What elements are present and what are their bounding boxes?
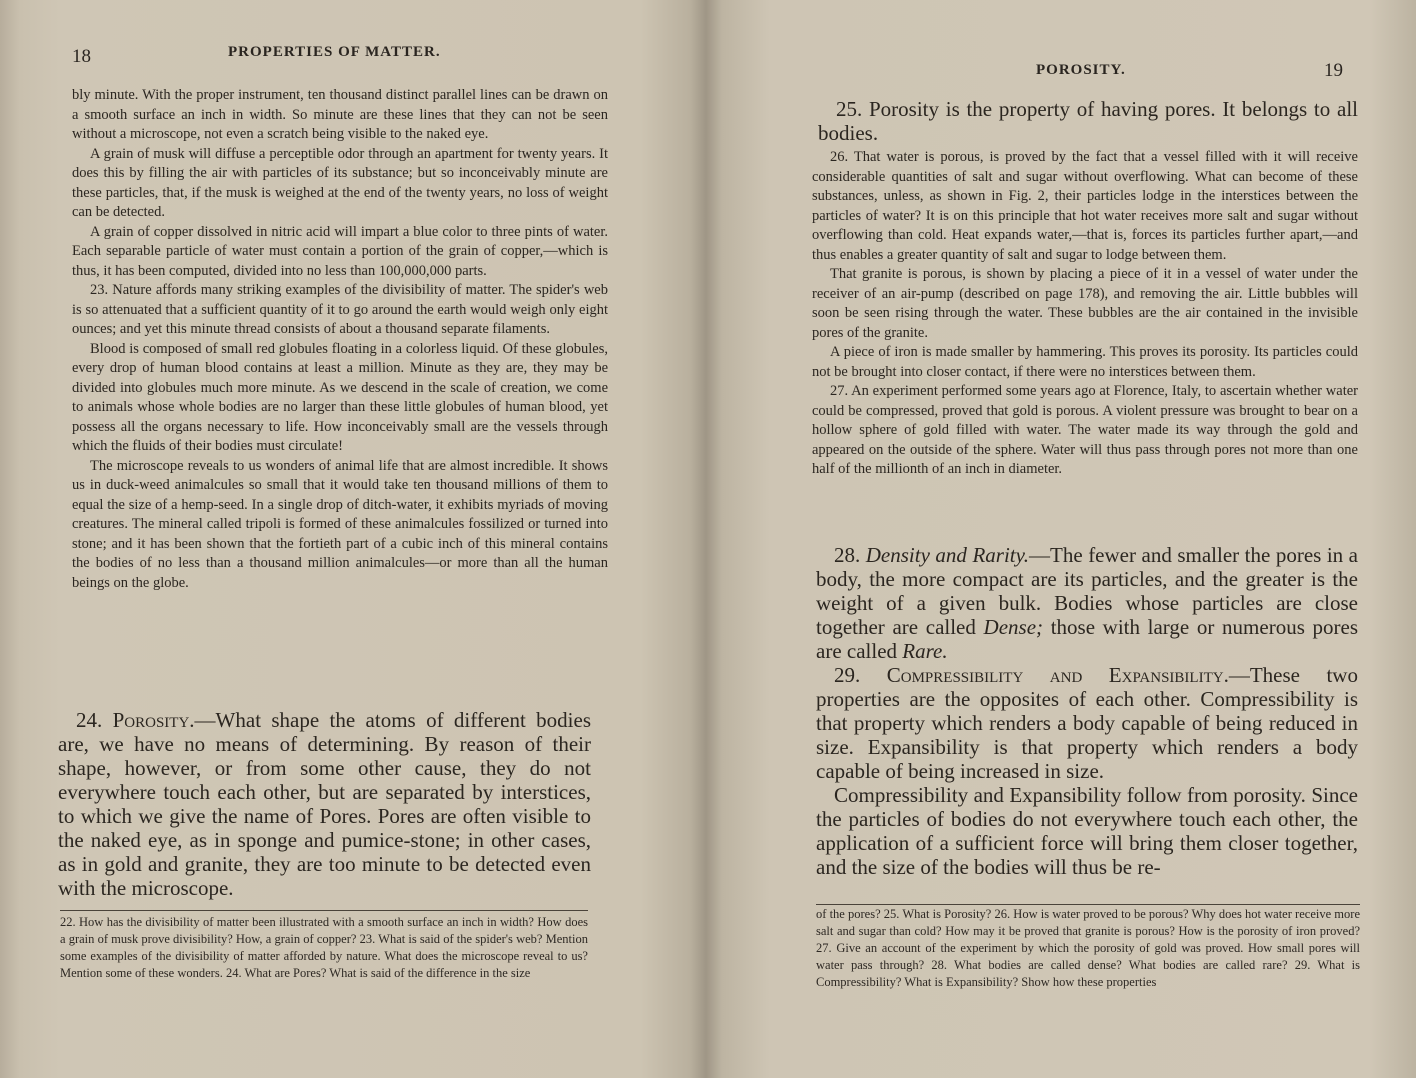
paragraph: bly minute. With the proper instrument, ten thousand distinct parallel lines can be drawn on a smooth surface an inch in width. So minute are these lines that they can not be seen without a microscope, not even a scratch being visible to the naked eye. (72, 87, 608, 142)
paragraph: A grain of copper dissolved in nitric acid will impart a blue color to three pints of water. Each separable particle of water must contain a portion of the grain of copper,—which is thus, it has been computed, divided into no less than 100,000,000 parts. (72, 223, 608, 279)
section-25 (818, 97, 1358, 145)
term-dense: Dense; (983, 615, 1044, 639)
section-text: —These two properties are the opposites of each other. Compressibility is that property which renders a body capable of being reduced in size. Expansibility is that property which renders a body capable of being increased in size. (816, 663, 1358, 783)
right-page (710, 0, 1416, 1078)
paragraph: A piece of iron is made smaller by hammering. This proves its porosity. Its particles could not be brought into closer contact, if there were no interstices between them. (812, 344, 1358, 380)
term-rare: Rare. (902, 639, 948, 663)
section-number: 28. (834, 543, 861, 567)
footnote-rule (816, 904, 1360, 905)
section-text: —What shape the atoms of different bodies are, we have no means of determining. By reason of their shape, however, or from some other cause, they do not everywhere touch each other, but are separated by interstices, to which we give the name of Pores. Pores are often visible to the naked eye, as in sponge and pumice-stone; in other cases, as in gold and granite, they are too minute to be detected even with the microscope. (58, 708, 592, 900)
running-head: POROSITY. (1036, 62, 1126, 78)
left-body-text (72, 86, 608, 593)
left-page (0, 0, 706, 1078)
section-24 (58, 708, 591, 900)
paragraph: 23. Nature affords many striking examples of the divisibility of matter. The spider's web is so attenuated that a sufficient quantity of it to go around the earth would weigh only eight ounces; and yet this minute thread consists of about a thousand separate filaments. (72, 282, 608, 337)
footnote-rule (60, 910, 588, 911)
running-head: PROPERTIES OF MATTER. (228, 44, 441, 60)
footnote: 22. How has the divisibility of matter been illustrated with a smooth surface an inch in width? How does a grain of musk prove divisibility? How, a grain of copper? 23. What is said of the spider's web? Mention some examples of the divisibility of matter afforded by nature. What does the microscope reveal to us? Mention some of these wonders. 24. What are Pores? What is said of the difference in the size (60, 915, 588, 980)
paragraph: 27. An experiment performed some years ago at Florence, Italy, to ascertain whether water could be compressed, proved that gold is porous. A violent pressure was brought to bear on a hollow sphere of gold filled with water. The water made its way through the gold and appeared on the outside of the sphere. Water will thus pass through pores not more than one half of the millionth of an inch in diameter. (812, 383, 1358, 477)
section-text: Compressibility and Expansibility follow from porosity. Since the particles of bodies do not everywhere touch each other, the application of a sufficient force will bring them closer together, and the size of the bodies will thus be re- (816, 783, 1358, 879)
footnote: of the pores? 25. What is Porosity? 26. How is water proved to be porous? Why does hot water receive more salt and sugar than cold? How may it be proved that granite is porous? How is the porosity of iron proved? 27. Give an account of the experiment by which the porosity of gold was proved. How small pores will water pass through? 28. What bodies are called dense? What bodies are called rare? 29. What is Compressibility? What is Expansibility? Show how these properties (816, 907, 1360, 989)
paragraph: 26. That water is porous, is proved by the fact that a vessel filled with it will receive considerable quantities of salt and sugar without overflowing. What can become of these substances, unless, as shown in Fig. 2, their particles lodge in the interstices between the particles of water? It is on this principle that hot water receives more salt and sugar without overflowing than cold. Heat expands water,—that is, forces its particles further apart,—and thus enables a greater quantity of salt and sugar to lodge between them. (812, 149, 1358, 263)
paragraph: A grain of musk will diffuse a perceptible odor through an apartment for twenty years. It does this by filling the air with particles of its substance; but so inconceivably minute are these particles, that, if the musk is weighed at the end of the twenty years, no loss of weight can be detected. (72, 145, 608, 220)
page-number: 19 (1324, 60, 1343, 81)
page-number: 18 (72, 46, 91, 67)
section-text: 25. Porosity is the property of having pores. It belongs to all bodies. (818, 97, 1358, 145)
section-text: —The fewer and smaller the pores in a body, the more compact are its particles, and the greater is the weight of a given bulk. Bodies whose particles are close together are called (816, 543, 1358, 639)
section-heading: 29. Compressibility and Expansibility. (834, 663, 1229, 687)
right-body-text (812, 148, 1358, 480)
paragraph: That granite is porous, is shown by placing a piece of it in a vessel of water under the receiver of an air-pump (described on page 178), and removing the air. Little bubbles will soon be seen rising through the water. These bubbles are the air contained in the invisible pores of the granite. (812, 266, 1358, 341)
section-heading: Density and Rarity. (865, 543, 1030, 567)
paragraph: Blood is composed of small red globules floating in a colorless liquid. Of these globules, every drop of human blood contains at least a million. Minute as they are, they may be divided into globules much more minute. As we descend in the scale of creation, we come to animals whose whole bodies are no larger than these little globules of human blood, yet possess all the organs necessary to life. How inconceivably small are the vessels through which the fluids of their bodies must circulate! (72, 340, 608, 454)
paragraph: The microscope reveals to us wonders of animal life that are almost incredible. It shows us in duck-weed animalcules so small that it would take ten thousand millions of them to equal the size of a hemp-seed. In a single drop of ditch-water, it exhibits myriads of moving creatures. The mineral called tripoli is formed of these animalcules fossilized or turned into stone; and it has been shown that the fortieth part of a cubic inch of this mineral contains the bodies of no less than a thousand million animalcules—or more than all the human beings on the globe. (72, 457, 608, 591)
section-28-29 (816, 543, 1358, 879)
section-heading: 24. Porosity. (76, 708, 195, 732)
section-text: those with large or numerous pores are called (816, 615, 1359, 663)
